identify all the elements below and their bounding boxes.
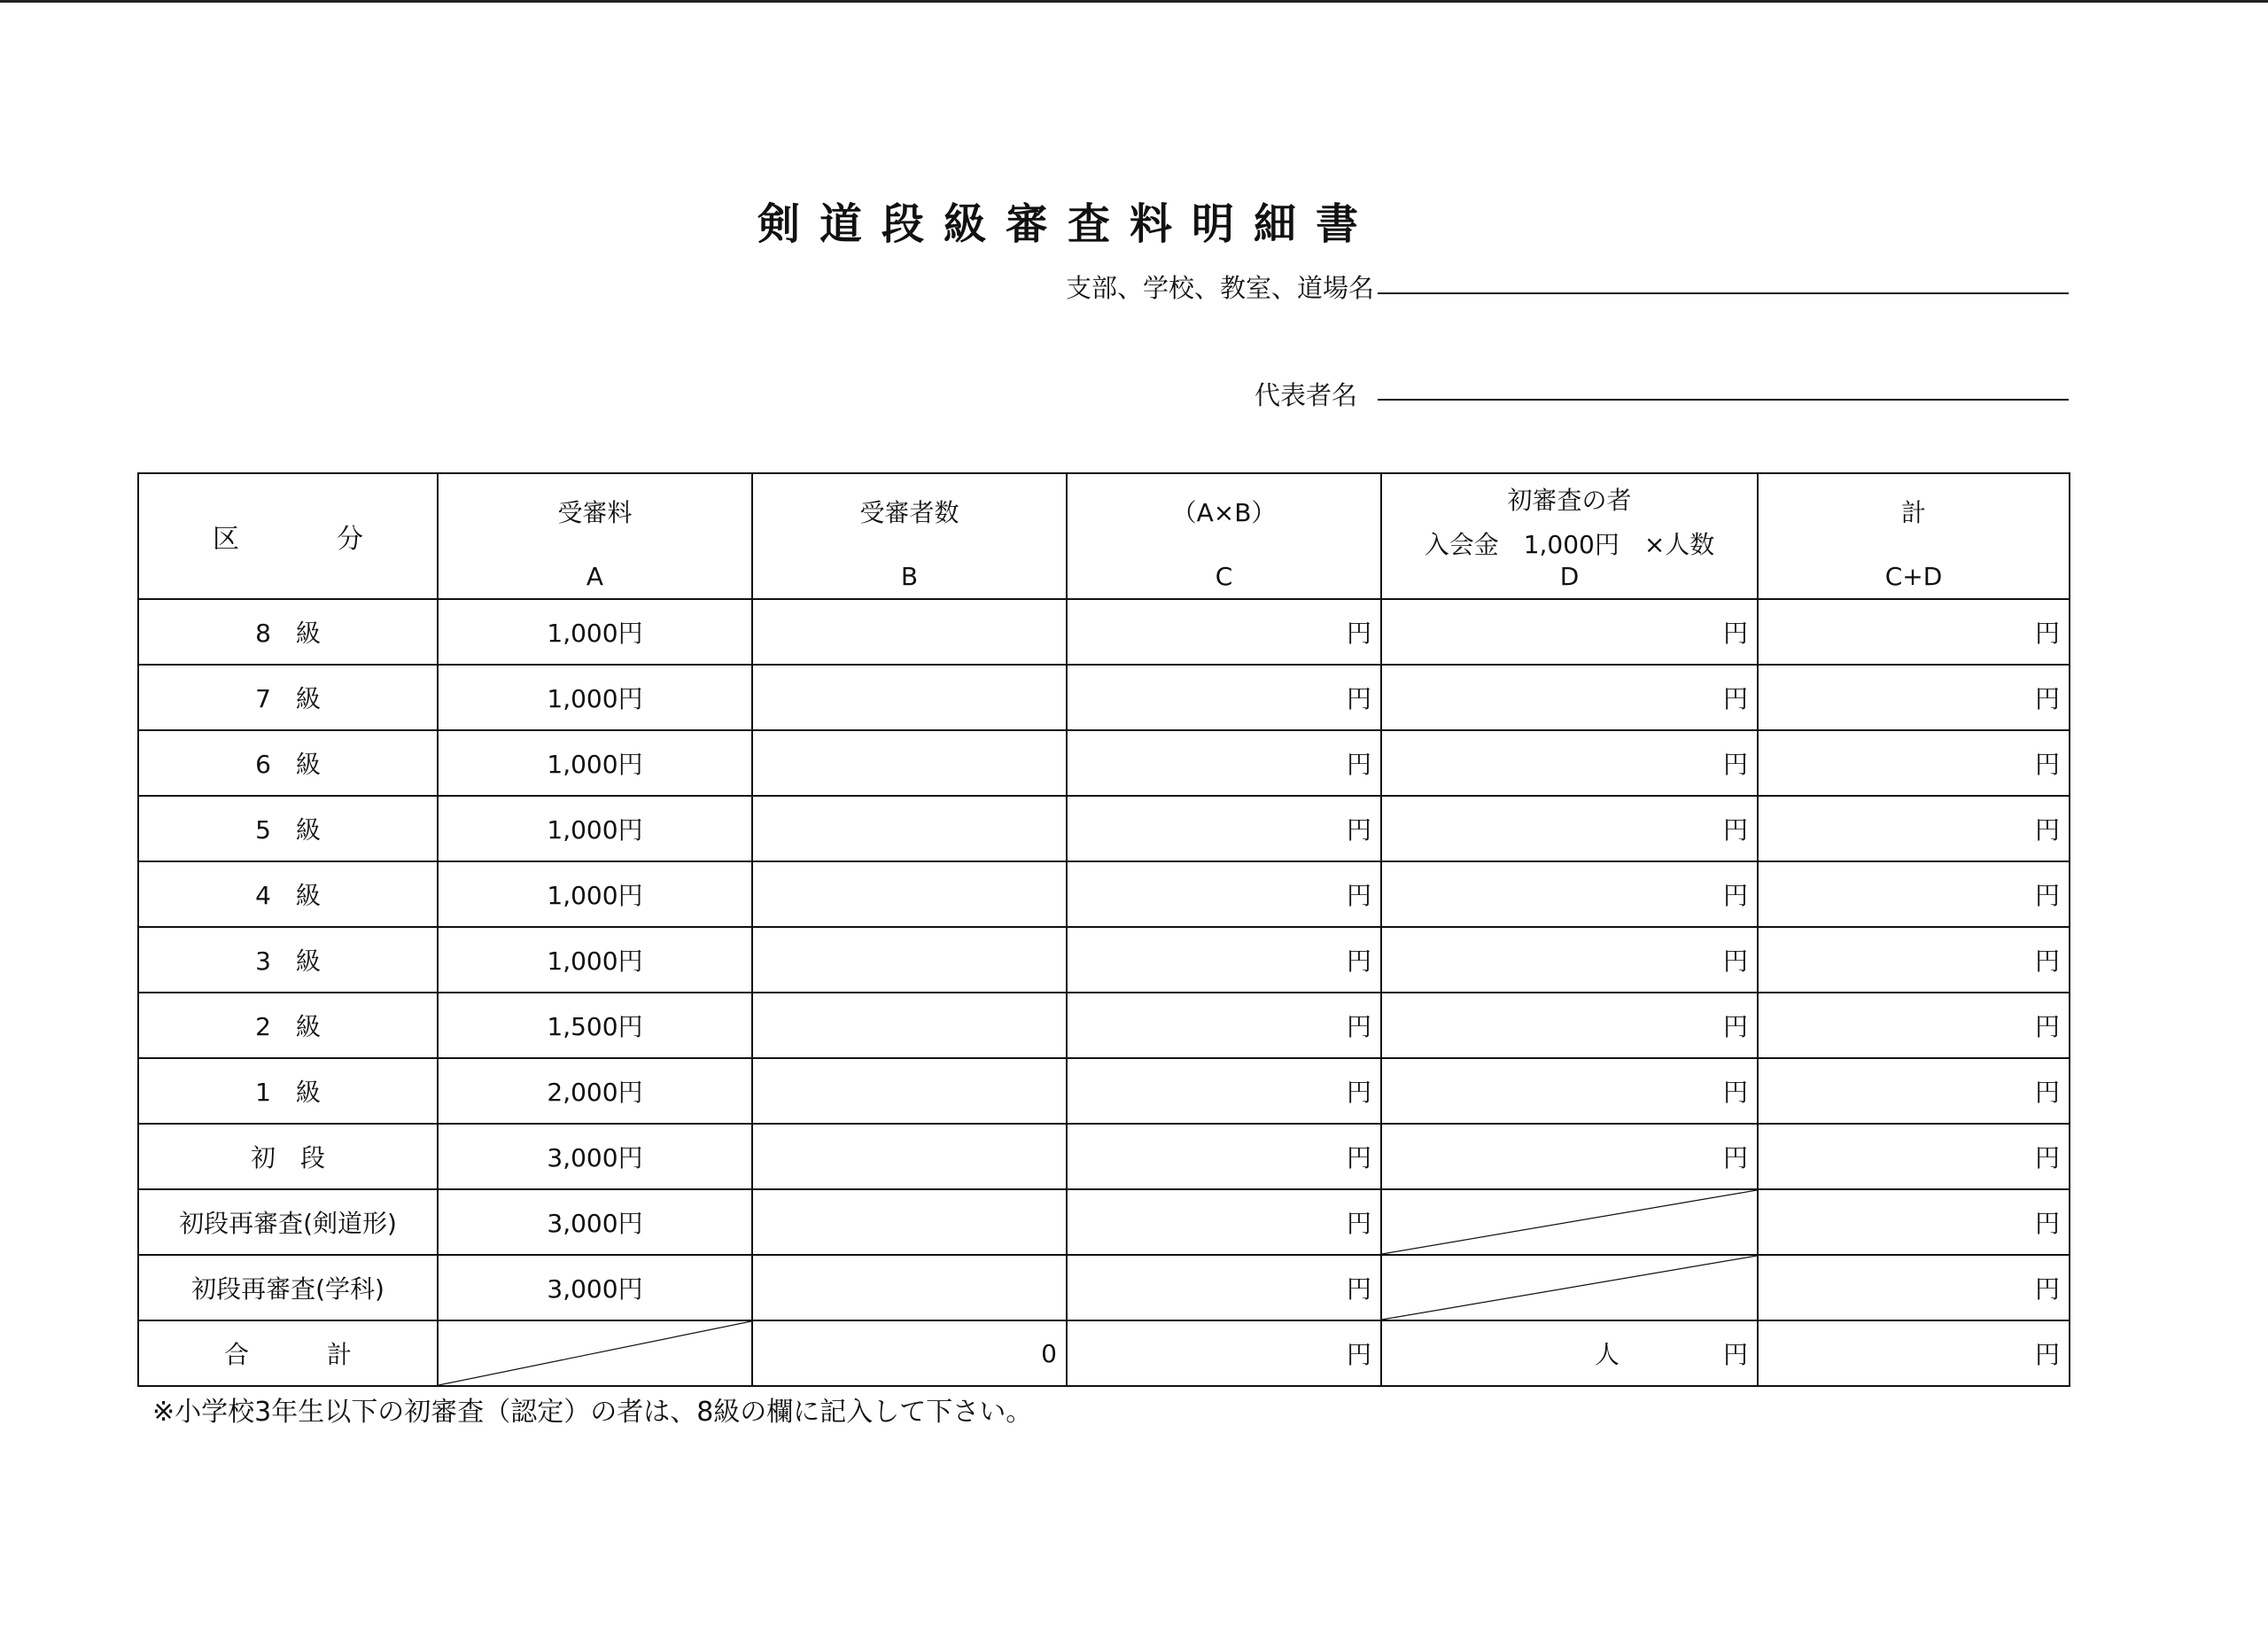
total-d-yen-unit: 円 xyxy=(1722,1340,1748,1369)
row-count-input[interactable] xyxy=(752,599,1067,665)
table-row xyxy=(138,993,2070,1058)
table-header-row xyxy=(138,473,2070,599)
row-fee: 3,000円 xyxy=(438,1124,752,1189)
row-d-amount[interactable]: 円 xyxy=(1381,927,1758,993)
row-count-input[interactable] xyxy=(752,1255,1067,1320)
row-label: 初段再審査(剣道形) xyxy=(138,1189,438,1255)
total-label: 合 計 xyxy=(138,1320,438,1386)
row-d-amount[interactable]: 円 xyxy=(1381,730,1758,796)
row-total-amount[interactable]: 円 xyxy=(1758,1124,2070,1189)
table-row xyxy=(138,1124,2070,1189)
table-row xyxy=(138,1189,2070,1255)
row-count-input[interactable] xyxy=(752,861,1067,927)
row-fee: 2,000円 xyxy=(438,1058,752,1124)
row-total-amount[interactable]: 円 xyxy=(1758,993,2070,1058)
row-d-amount[interactable]: 円 xyxy=(1381,599,1758,665)
row-d-amount[interactable]: 円 xyxy=(1381,993,1758,1058)
header-c-label: （A×B） xyxy=(1171,498,1277,527)
row-c-amount[interactable]: 円 xyxy=(1067,1189,1381,1255)
table-row xyxy=(138,1058,2070,1124)
row-label: 初段再審査(学科) xyxy=(138,1255,438,1320)
row-fee: 1,500円 xyxy=(438,993,752,1058)
header-count xyxy=(752,473,1067,599)
row-c-amount[interactable]: 円 xyxy=(1067,1058,1381,1124)
row-total-amount[interactable]: 円 xyxy=(1758,1189,2070,1255)
table-row xyxy=(138,730,2070,796)
row-total-amount[interactable]: 円 xyxy=(1758,665,2070,730)
row-count-input[interactable] xyxy=(752,730,1067,796)
row-fee: 1,000円 xyxy=(438,861,752,927)
row-d-crossed-out xyxy=(1381,1255,1758,1320)
row-label: 3 級 xyxy=(138,927,438,993)
row-c-amount[interactable]: 円 xyxy=(1067,861,1381,927)
row-label: 7 級 xyxy=(138,665,438,730)
row-d-amount[interactable]: 円 xyxy=(1381,1124,1758,1189)
row-c-amount[interactable]: 円 xyxy=(1067,993,1381,1058)
row-total-amount[interactable]: 円 xyxy=(1758,1058,2070,1124)
total-fee-crossed-out xyxy=(438,1320,752,1386)
row-d-amount[interactable]: 円 xyxy=(1381,1058,1758,1124)
row-label: 1 級 xyxy=(138,1058,438,1124)
row-fee: 1,000円 xyxy=(438,730,752,796)
row-fee: 3,000円 xyxy=(438,1189,752,1255)
total-count[interactable]: 0 xyxy=(752,1320,1067,1386)
row-c-amount[interactable]: 円 xyxy=(1067,1255,1381,1320)
header-d-formula: 入会金 1,000円 ×人数 xyxy=(1424,530,1715,559)
row-total-amount[interactable]: 円 xyxy=(1758,730,2070,796)
grand-total-amount[interactable]: 円 xyxy=(1758,1320,2070,1386)
table-row xyxy=(138,599,2070,665)
footnote: ※小学校3年生以下の初審査（認定）の者は、8級の欄に記入して下さい。 xyxy=(152,1397,1033,1428)
header-d-code: D xyxy=(1559,562,1580,591)
row-count-input[interactable] xyxy=(752,1058,1067,1124)
table-row xyxy=(138,665,2070,730)
row-d-amount[interactable]: 円 xyxy=(1381,861,1758,927)
top-border-line xyxy=(0,0,2268,3)
total-d-people-unit: 人 xyxy=(1595,1340,1620,1369)
row-fee: 1,000円 xyxy=(438,665,752,730)
row-c-amount[interactable]: 円 xyxy=(1067,796,1381,861)
header-d-label: 初審査の者 xyxy=(1507,486,1632,515)
table-row xyxy=(138,1255,2070,1320)
row-fee: 3,000円 xyxy=(438,1255,752,1320)
header-c-code: C xyxy=(1215,562,1233,591)
table-row xyxy=(138,796,2070,861)
row-c-amount[interactable]: 円 xyxy=(1067,1124,1381,1189)
total-c-amount[interactable]: 円 xyxy=(1067,1320,1381,1386)
row-label: 6 級 xyxy=(138,730,438,796)
header-c xyxy=(1067,473,1381,599)
header-kubun: 区 分 xyxy=(138,473,438,599)
row-fee: 1,000円 xyxy=(438,599,752,665)
diagonal-strike-line xyxy=(1382,1190,1757,1254)
row-fee: 1,000円 xyxy=(438,927,752,993)
row-total-amount[interactable]: 円 xyxy=(1758,599,2070,665)
diagonal-strike-line xyxy=(1382,1256,1757,1320)
header-fee-label: 受審料 xyxy=(557,498,633,527)
header-count-code: B xyxy=(900,562,919,591)
header-fee-code: A xyxy=(586,562,604,591)
row-label: 4 級 xyxy=(138,861,438,927)
row-c-amount[interactable]: 円 xyxy=(1067,927,1381,993)
header-total-label: 計 xyxy=(1900,498,1926,527)
row-label: 8 級 xyxy=(138,599,438,665)
row-total-amount[interactable]: 円 xyxy=(1758,1255,2070,1320)
row-count-input[interactable] xyxy=(752,927,1067,993)
row-d-crossed-out xyxy=(1381,1189,1758,1255)
row-label: 初 段 xyxy=(138,1124,438,1189)
table-row xyxy=(138,861,2070,927)
representative-name-label: 代表者名 xyxy=(1254,380,1358,410)
header-total-code: C+D xyxy=(1884,562,1943,591)
total-d-cell[interactable] xyxy=(1381,1320,1758,1386)
page-title: 剣道段級審査料明細書 xyxy=(757,199,1379,249)
row-c-amount[interactable]: 円 xyxy=(1067,665,1381,730)
header-d xyxy=(1381,473,1758,599)
row-total-amount[interactable]: 円 xyxy=(1758,927,2070,993)
branch-name-label: 支部、学校、教室、道場名 xyxy=(1066,273,1375,303)
header-count-label: 受審者数 xyxy=(859,498,959,527)
representative-name-line[interactable] xyxy=(1378,399,2069,401)
fee-detail-table xyxy=(137,472,2070,1387)
branch-name-line[interactable] xyxy=(1378,292,2069,294)
row-label: 5 級 xyxy=(138,796,438,861)
header-total xyxy=(1758,473,2070,599)
row-count-input[interactable] xyxy=(752,993,1067,1058)
row-label: 2 級 xyxy=(138,993,438,1058)
diagonal-strike-line xyxy=(439,1321,751,1385)
row-d-amount[interactable]: 円 xyxy=(1381,796,1758,861)
row-count-input[interactable] xyxy=(752,665,1067,730)
table-row xyxy=(138,927,2070,993)
row-total-amount[interactable]: 円 xyxy=(1758,796,2070,861)
row-c-amount[interactable]: 円 xyxy=(1067,730,1381,796)
row-d-amount[interactable]: 円 xyxy=(1381,665,1758,730)
row-count-input[interactable] xyxy=(752,1189,1067,1255)
row-count-input[interactable] xyxy=(752,1124,1067,1189)
total-row xyxy=(138,1320,2070,1386)
row-c-amount[interactable]: 円 xyxy=(1067,599,1381,665)
header-fee xyxy=(438,473,752,599)
row-fee: 1,000円 xyxy=(438,796,752,861)
row-count-input[interactable] xyxy=(752,796,1067,861)
row-total-amount[interactable]: 円 xyxy=(1758,861,2070,927)
